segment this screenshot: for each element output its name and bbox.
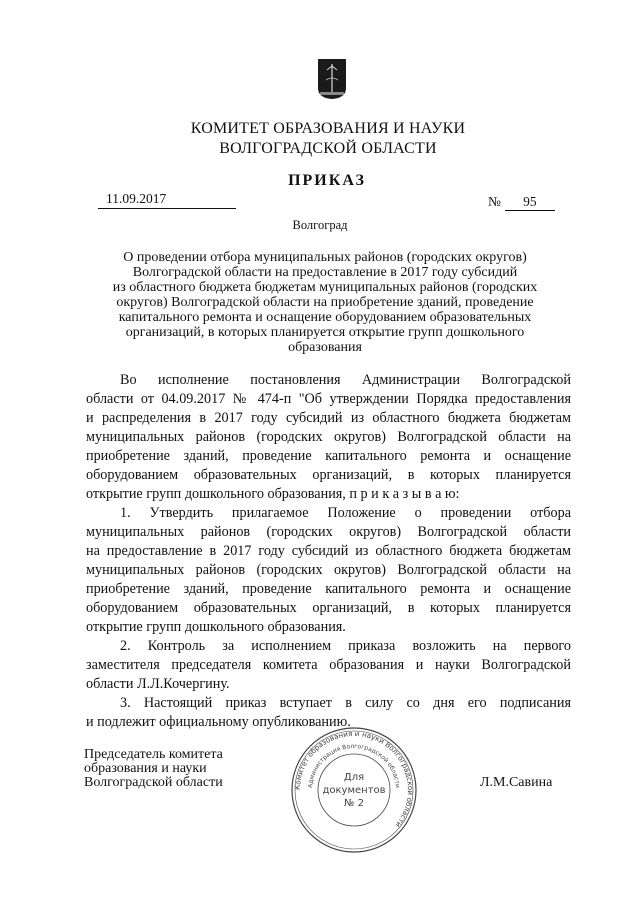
preamble-line: и распределения в 2017 году субсидий из областного бюджета бюджетам bbox=[86, 410, 571, 426]
signatory-title-line: Волгоградской области bbox=[84, 775, 223, 790]
item1-line: оборудованием образовательных организаций, в которых планируется bbox=[86, 600, 571, 616]
city-name: Волгоград bbox=[292, 218, 348, 232]
signatory-title-line: Председатель комитета bbox=[84, 747, 223, 762]
item1-line: на предоставление в 2017 году субсидий из областного бюджета бюджетам bbox=[86, 543, 571, 559]
stamp-center-line: № 2 bbox=[344, 798, 364, 809]
signatory-name: Л.М.Савина bbox=[480, 775, 553, 790]
subject-line: округов) Волгоградской области на приобретение зданий, проведение bbox=[116, 295, 534, 310]
item2-line: области Л.Л.Кочергину. bbox=[86, 676, 230, 692]
item1-line: открытие групп дошкольного образования. bbox=[86, 619, 346, 635]
subject-line: организаций, в которых планируется открытие групп дошкольного bbox=[125, 325, 525, 340]
official-stamp bbox=[290, 726, 418, 854]
document-type-title: ПРИКАЗ bbox=[288, 172, 366, 189]
stamp-inner-text: Администрация Волгоградской области bbox=[307, 742, 401, 789]
date-value: 11.09.2017 bbox=[106, 191, 167, 206]
stamp-center-line: документов bbox=[322, 785, 386, 796]
number-prefix: № bbox=[488, 194, 501, 209]
preamble-line: открытие групп дошкольного образования, п р и к а з ы в а ю: bbox=[86, 486, 460, 502]
signatory-title-line: образования и науки bbox=[84, 761, 207, 776]
item1-line: 1. Утвердить прилагаемое Положение о проведении отбора bbox=[120, 505, 571, 521]
organization-name-line2: ВОЛГОГРАДСКОЙ ОБЛАСТИ bbox=[219, 140, 437, 157]
preamble-line: Во исполнение постановления Администрации Волгоградской bbox=[120, 372, 571, 388]
coat-of-arms-emblem bbox=[317, 58, 347, 100]
subject-line: из областного бюджета бюджетам муниципальных районов (городских bbox=[112, 280, 538, 295]
stamp-center-line: Для bbox=[343, 772, 365, 783]
subject-line: образования bbox=[288, 340, 362, 355]
stamp-outer-text: Комитет образования и науки Волгоградской области bbox=[292, 728, 416, 830]
item3-line: 3. Настоящий приказ вступает в силу со дня его подписания bbox=[120, 695, 571, 711]
item2-line: 2. Контроль за исполнением приказа возложить на первого bbox=[120, 638, 571, 654]
subject-line: капитального ремонта и оснащение оборудованием образовательных bbox=[118, 310, 532, 325]
subject-line: Волгоградской области на предоставление в 2017 году субсидий bbox=[132, 265, 518, 280]
signatory-title bbox=[84, 748, 223, 790]
number-value: 95 bbox=[505, 194, 555, 211]
item1-line: муниципальных районов (городских округов) Волгоградской области на bbox=[86, 562, 571, 578]
preamble-line: муниципальных районов (городских округов) Волгоградской области на bbox=[86, 429, 571, 445]
item2-line: заместителя председателя комитета образования и науки Волгоградской bbox=[86, 657, 571, 673]
preamble-line: приобретение зданий, проведение капитального ремонта и оснащение bbox=[86, 448, 571, 464]
document-date bbox=[98, 191, 236, 209]
item3-line: и подлежит официальному опубликованию. bbox=[86, 714, 351, 730]
item1-line: приобретение зданий, проведение капитального ремонта и оснащение bbox=[86, 581, 571, 597]
order-subject bbox=[90, 250, 560, 355]
document-number bbox=[488, 194, 555, 211]
preamble-line: области от 04.09.2017 № 474-п "Об утверждении Порядка предоставления bbox=[86, 391, 571, 407]
preamble-line: оборудованием образовательных организаций, в которых планируется bbox=[86, 467, 571, 483]
organization-name-line1: КОМИТЕТ ОБРАЗОВАНИЯ И НАУКИ bbox=[190, 120, 466, 137]
subject-line: О проведении отбора муниципальных районов (городских округов) bbox=[123, 250, 527, 265]
item1-line: муниципальных районов (городских округов) Волгоградской области bbox=[86, 524, 571, 540]
